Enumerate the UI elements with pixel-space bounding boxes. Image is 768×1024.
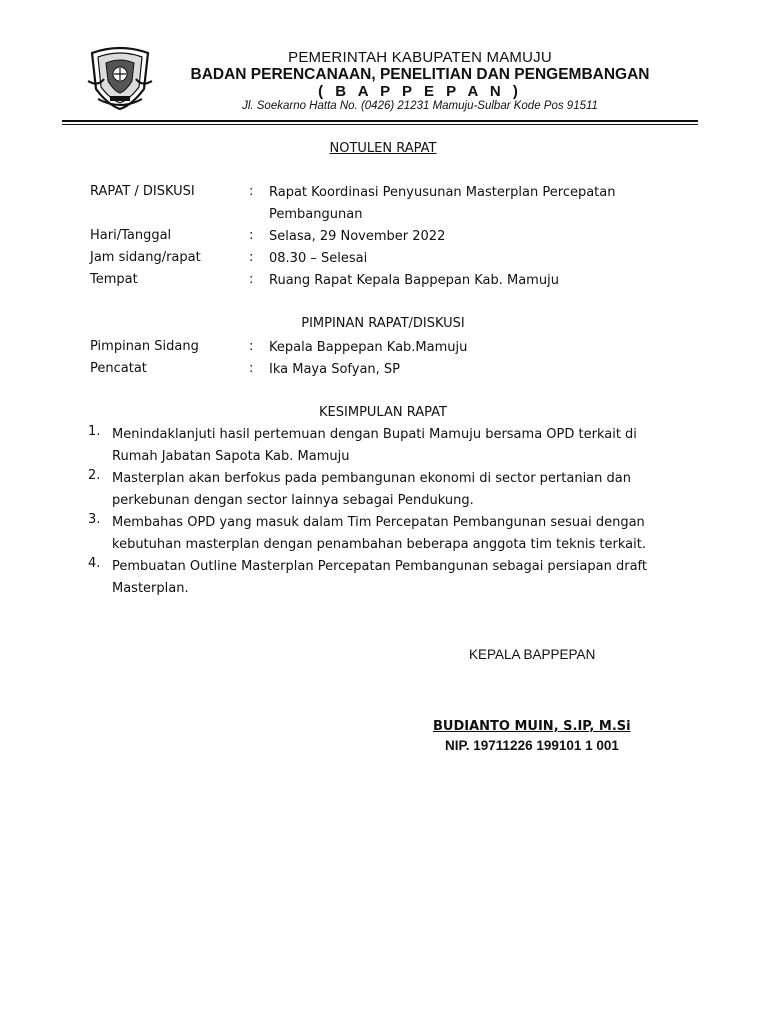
info-value: Ika Maya Sofyan, SP	[269, 362, 401, 377]
signatory-name: BUDIANTO MUIN, S.IP, M.Si	[433, 719, 631, 734]
info-label: RAPAT / DISKUSI	[90, 184, 195, 199]
info-row-meeting	[90, 184, 710, 222]
list-item-line: Pembuatan Outline Masterplan Percepatan Pembangunan sebagai persiapan draft	[112, 559, 647, 574]
info-colon: :	[249, 228, 254, 243]
info-value: Kepala Bappepan Kab.Mamuju	[269, 340, 468, 355]
info-value: 08.30 – Selesai	[269, 251, 368, 266]
info-value-line: Rapat Koordinasi Penyusunan Masterplan Percepatan	[269, 185, 616, 200]
list-item-line: Rumah Jabatan Sapota Kab. Mamuju	[112, 449, 350, 464]
signature-title: KEPALA BAPPEPAN	[469, 647, 596, 662]
info-label: Tempat	[90, 272, 138, 287]
list-item-number: 2.	[88, 468, 101, 483]
info-value	[269, 182, 689, 226]
info-row-time	[90, 250, 710, 270]
info-colon: :	[249, 339, 254, 354]
info-colon: :	[249, 272, 254, 287]
list-item	[88, 556, 668, 600]
info-colon: :	[249, 250, 254, 265]
info-colon: :	[249, 184, 254, 199]
info-colon: :	[249, 361, 254, 376]
list-item-text	[112, 556, 668, 600]
info-row-date	[90, 228, 710, 248]
letterhead-divider-thin	[62, 124, 698, 125]
info-value: Selasa, 29 November 2022	[269, 229, 446, 244]
list-item-line: Menindaklanjuti hasil pertemuan dengan Bupati Mamuju bersama OPD terkait di	[112, 427, 637, 442]
letterhead-acronym: ( B A P P E P A N )	[318, 83, 522, 100]
leadership-row-chair	[90, 339, 710, 359]
leadership-row-notetaker	[90, 361, 710, 381]
list-item-line: Membahas OPD yang masuk dalam Tim Percepatan Pembangunan sesuai dengan	[112, 515, 645, 530]
list-item-text	[112, 512, 668, 556]
list-item-line: perkebunan dengan sector lainnya sebagai Pendukung.	[112, 493, 474, 508]
list-item	[88, 512, 668, 556]
conclusions-heading: KESIMPULAN RAPAT	[319, 405, 447, 420]
info-label: Pencatat	[90, 361, 147, 376]
list-item	[88, 424, 668, 468]
info-row-place	[90, 272, 710, 292]
list-item-line: Masterplan akan berfokus pada pembangunan ekonomi di sector pertanian dan	[112, 471, 631, 486]
letterhead-agency: BADAN PERENCANAAN, PENELITIAN DAN PENGEMBANGAN	[190, 66, 650, 83]
list-item	[88, 468, 668, 512]
list-item-text	[112, 424, 668, 468]
list-item-number: 1.	[88, 424, 101, 439]
letterhead-divider-thick	[62, 120, 698, 122]
document-title: NOTULEN RAPAT	[329, 141, 437, 156]
signatory-nip: NIP. 19711226 199101 1 001	[445, 738, 619, 753]
info-label: Hari/Tanggal	[90, 228, 172, 243]
list-item-number: 4.	[88, 556, 101, 571]
conclusions-list	[88, 424, 668, 600]
list-item-line: Masterplan.	[112, 581, 189, 596]
info-label: Jam sidang/rapat	[90, 250, 201, 265]
list-item-text	[112, 468, 668, 512]
info-label: Pimpinan Sidang	[90, 339, 199, 354]
info-value-line: Pembangunan	[269, 207, 363, 222]
info-value: Ruang Rapat Kepala Bappepan Kab. Mamuju	[269, 273, 559, 288]
letterhead-address: Jl. Soekarno Hatta No. (0426) 21231 Mamuju-Sulbar Kode Pos 91511	[242, 100, 598, 112]
list-item-line: kebutuhan masterplan dengan penambahan beberapa anggota tim teknis terkait.	[112, 537, 646, 552]
leadership-heading: PIMPINAN RAPAT/DISKUSI	[301, 316, 465, 331]
letterhead-government: PEMERINTAH KABUPATEN MAMUJU	[288, 49, 552, 66]
list-item-number: 3.	[88, 512, 101, 527]
